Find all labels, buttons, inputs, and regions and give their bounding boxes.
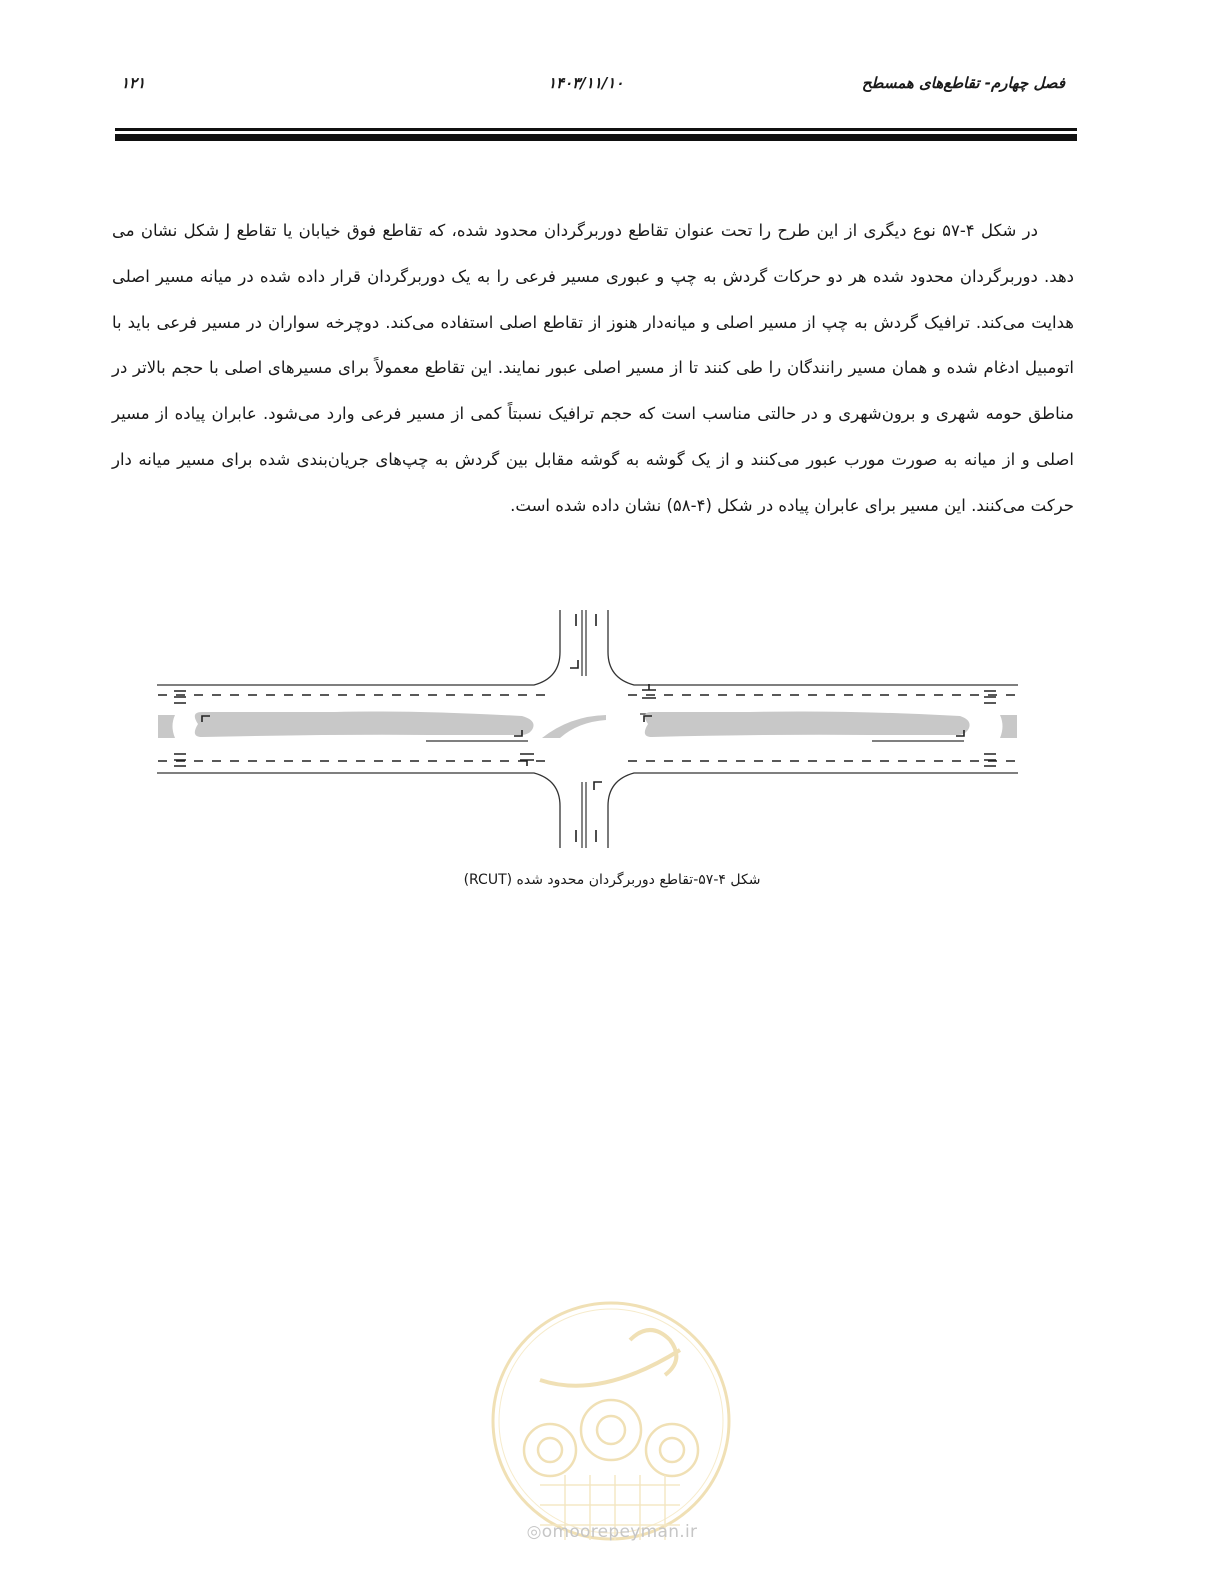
- chapter-title: فصل چهارم- تقاطع‌های همسطح: [861, 74, 1065, 92]
- road-edge-bottom-right: [608, 773, 1018, 848]
- minor-road-south-centerline: [582, 782, 586, 848]
- header-date: ۱۴۰۳/۱۱/۱۰: [548, 74, 624, 92]
- body-paragraph: در شکل ۴-۵۷ نوع دیگری از این طرح را تحت عنوان تقاطع دوربرگردان محدود شده، که تقاطع فوق خیابان یا تقاطع J شکل نشان می دهد. دوربرگردان محدود شده هر دو حرکات گردش به چپ و عبوری مسیر فرعی را به یک دوربرگردان قرار داده شده در میانه مسیر اصلی هدایت می‌کند. ترافیک گردش به چپ از مسیر اصلی و میانه‌دار هنوز از تقاطع اصلی استفاده می‌کند. دوچرخه سواران در مسیر فرعی باید با اتومبیل ادغام شده و همان مسیر رانندگان را طی کنند تا از مسیر اصلی عبور نمایند. این تقاطع معمولاً برای مسیرهای اصلی با حجم بالاتر در مناطق حومه شهری و برون‌شهری و در حالتی مناسب است که حجم ترافیک نسبتاً کمی از مسیر فرعی وارد می‌شود. عابران پیاده از مسیر اصلی و از میانه به صورت مورب عبور می‌کنند و از یک گوشه به گوشه مقابل بین گردش به چپ‌های جریان‌بندی شده برای مسیر میانه دار حرکت می‌کنند. این مسیر برای عابران پیاده در شکل (۴-۵۸) نشان داده شده است.: [112, 221, 1074, 515]
- turn-arrow: [570, 660, 578, 668]
- globe-icon: ◎: [526, 1522, 542, 1542]
- lane-arrow: [984, 754, 996, 766]
- median-end-right: [1000, 715, 1017, 738]
- road-edge-top-right: [608, 610, 1018, 685]
- figure-caption: شکل ۴-۵۷-تقاطع دوربرگردان محدود شده (RCUT): [463, 872, 761, 888]
- minor-road-north-centerline: [582, 610, 586, 676]
- rcut-intersection-diagram: [150, 598, 1025, 858]
- median-left: [195, 712, 534, 738]
- gear-icons: [524, 1400, 698, 1476]
- lane-arrow: [984, 691, 996, 703]
- median-end-left: [158, 715, 175, 738]
- header-rule-thick: [115, 134, 1077, 141]
- median-right: [645, 712, 970, 738]
- page-header: [115, 70, 1077, 106]
- header-rule-thin: [115, 128, 1077, 131]
- lane-arrow: [174, 754, 186, 766]
- median-nose-center: [542, 715, 606, 738]
- watermark-url: [0, 1522, 1224, 1542]
- lane-arrow: [642, 684, 656, 698]
- watermark-url-text: omoorepeyman.ir: [541, 1522, 698, 1542]
- lane-arrow: [174, 691, 186, 703]
- omoorepeyman-logo-watermark: [480, 1290, 742, 1552]
- logo-swoosh: [540, 1350, 680, 1386]
- turn-arrow: [594, 782, 602, 790]
- body-text: [112, 208, 1074, 529]
- medians: [158, 712, 1017, 739]
- road-edge-top-left: [157, 610, 560, 685]
- page-number: ۱۲۱: [121, 74, 146, 92]
- lane-arrow: [520, 754, 534, 766]
- road-edge-bottom-left: [157, 773, 560, 848]
